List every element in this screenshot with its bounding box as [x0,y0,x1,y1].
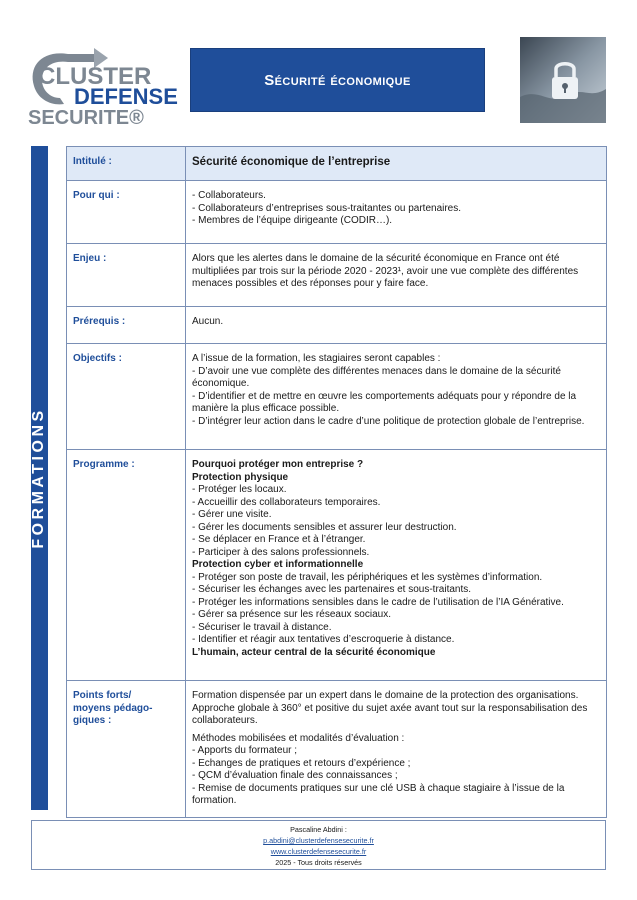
website-link[interactable]: www.clusterdefensesecurite.fr [270,847,367,856]
list-item: - Accueillir des collaborateurs temporaires. [192,496,381,508]
row-programme [67,450,607,681]
list-item: - Echanges de pratiques et retours d’expérience ; [192,757,411,769]
list-item: - D’identifier et de mettre en œuvre les comportements adéquats pour y répondre de la manière la plus efficace possible. [192,390,577,414]
label-line: Points forts/ [73,690,132,701]
list-item: - Identifier et réagir aux tentatives d’escroquerie à distance. [192,634,455,645]
programme-intro: Pourquoi protéger mon entreprise ? [192,459,364,470]
padlock-photo [520,37,606,123]
value-objectifs [186,344,607,450]
page-title-box [190,48,485,112]
programme-section-title: Protection physique [192,471,289,483]
value-programme [186,450,607,681]
list-item: - Protéger les informations sensibles dans le cadre de l’utilisation de l’IA Générative. [192,596,564,608]
methods-title: Méthodes mobilisées et modalités d’évaluation : [192,732,405,744]
sidebar-label: FORMATIONS [30,407,47,549]
list-item: - Apports du formateur ; [192,745,298,756]
points-forts-paragraph: Formation dispensée par un expert dans le domaine de la protection des organisations. Approche globale à 360° et positive du sujet axée avant tout sur la responsabilisation des collaborateurs. [192,690,588,726]
list-item: - Participer à des salons professionnels. [192,546,370,558]
list-item: - Se déplacer en France et à l’étranger. [192,534,366,545]
label-programme: Programme : [67,450,186,681]
row-pour-qui [67,181,607,244]
value-points-forts [186,681,607,818]
contact-footer [31,820,606,870]
row-points-forts [67,681,607,818]
list-item: - Protéger son poste de travail, les périphériques et les systèmes d’information. [192,571,543,583]
row-intitule [67,147,607,181]
program-table [66,146,607,818]
value-enjeu: Alors que les alertes dans le domaine de la sécurité économique en France ont été multipliées par trois sur la période 2020 - 2023¹, avoir une vue complète des différentes menaces possibles et des réponses pour y faire face. [186,244,607,307]
list-item: - Sécuriser les échanges avec les partenaires et sous-traitants. [192,584,472,595]
label-pour-qui: Pour qui : [67,181,186,244]
label-line: giques : [73,715,112,726]
value-prerequis: Aucun. [186,307,607,344]
list-item: - QCM d’évaluation finale des connaissances ; [192,770,398,781]
list-item: - Protéger les locaux. [192,484,287,495]
label-enjeu: Enjeu : [67,244,186,307]
value-pour-qui [186,181,607,244]
cluster-defense-securite-logo [24,44,180,128]
list-item: - Remise de documents pratiques sur une clé USB à chaque stagiaire à l’issue de la formation. [192,782,565,806]
list-item: - Sécuriser le travail à distance. [192,621,332,633]
list-item: - D’intégrer leur action dans le cadre d’une politique de protection globale de l’entreprise. [192,415,585,427]
label-prerequis: Prérequis : [67,307,186,344]
list-item: - D’avoir une vue complète des différentes menaces dans le domaine de la sécurité économique. [192,365,561,389]
list-item: - Collaborateurs d’entreprises sous-traitantes ou partenaires. [192,202,462,214]
programme-section-title: Protection cyber et informationnelle [192,559,364,570]
label-line: moyens pédago- [73,702,153,714]
contact-name: Pascaline Abdini : [290,825,347,834]
label-intitule: Intitulé : [67,147,186,181]
list-item: A l’issue de la formation, les stagiaires seront capables : [192,353,441,364]
logo-line-securite: SECURITE® [28,107,144,128]
logo-line-defense: DEFENSE [74,84,178,109]
copyright-text: 2025 - Tous droits réservés [275,858,362,867]
list-item: - Collaborateurs. [192,190,266,201]
label-objectifs: Objectifs : [67,344,186,450]
row-enjeu [67,244,607,307]
list-item: - Gérer une visite. [192,509,272,520]
page-title: Sécurité économique [264,71,411,89]
list-item: - Gérer sa présence sur les réseaux sociaux. [192,609,391,620]
row-objectifs [67,344,607,450]
list-item: - Membres de l’équipe dirigeante (CODIR…). [192,215,393,226]
value-intitule: Sécurité économique de l’entreprise [186,147,607,181]
list-item: - Gérer les documents sensibles et assurer leur destruction. [192,521,457,533]
logo-line-cluster: CLUSTER [38,63,152,90]
contact-email-link[interactable]: p.abdini@clusterdefensesecurite.fr [263,836,374,845]
label-points-forts [67,681,186,818]
programme-outro: L’humain, acteur central de la sécurité économique [192,646,436,658]
row-prerequis [67,307,607,344]
